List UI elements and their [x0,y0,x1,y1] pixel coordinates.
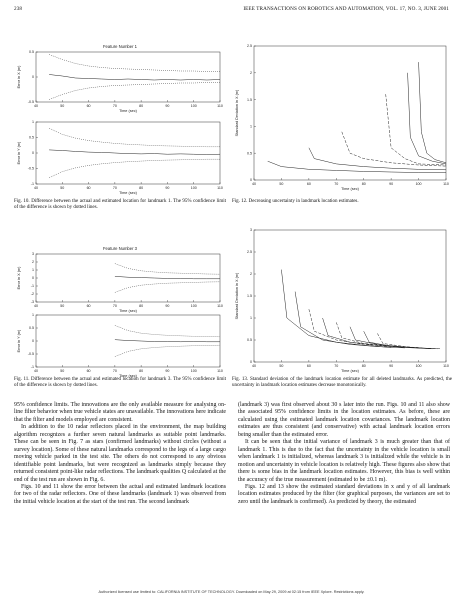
x-tick-label: 40 [252,364,256,368]
x-tick-label: 60 [86,104,91,108]
plot-frame [36,254,220,302]
series-line [408,73,446,164]
plot-frame [36,122,220,184]
y-tick-label: 0.5 [247,338,252,343]
x-tick-label: 110 [217,304,223,308]
x-tick-label: 60 [86,186,91,190]
y-tick-label: 2 [32,260,34,265]
series-line [115,325,220,336]
x-tick-label: 100 [415,182,422,186]
y-axis-label: Error in X (m) [17,65,21,89]
y-tick-label: -1 [30,284,34,289]
x-axis-label: Time (sec) [341,187,359,191]
x-tick-label: 70 [112,186,117,190]
y-tick-label: 2.5 [247,250,252,255]
x-axis-label: Time (sec) [341,369,359,373]
x-tick-label: 50 [60,186,65,190]
y-tick-label: -0.5 [27,352,34,357]
y-tick-label: 0 [250,360,252,365]
x-tick-label: 90 [389,182,394,186]
x-tick-label: 90 [165,304,170,308]
y-axis-label: Standard Deviation in X (m) [235,89,239,137]
x-tick-label: 40 [34,104,38,108]
body-column-right [238,402,450,506]
x-axis-label: Time (sec) [119,309,137,313]
y-tick-label: 0.5 [247,151,252,156]
fig11-top-title: Feature Number 3 [103,246,137,251]
fig11-caption: Fig. 11. Difference between the actual and estimated location for landmark 3. The 95% confidence limit of the difference is shown by dotted lines. [14,377,226,389]
series-line [49,159,220,178]
x-tick-label: 100 [415,364,422,368]
body-left-paragraph: Figs. 10 and 11 show the error between the actual and estimated landmark locations for two of the radar reflectors. One of these landmarks (landmark 1) was observed from the initial vehicle location at the start of the test run. The second landmark [14,483,226,505]
series-line [115,282,220,293]
x-tick-label: 70 [334,364,339,368]
body-left-paragraph: 95% confidence limits. The innovations are the only available measure for analysing on-line filter behavior when true vehicle states are unavailable. The innovations here indicate that the filter and models employed are consistent. [14,402,226,423]
x-tick-label: 80 [361,364,366,368]
fig13-plot [232,226,452,374]
series-line [115,276,220,278]
y-tick-label: 0.5 [29,50,34,55]
y-tick-label: 2.5 [247,44,252,49]
x-tick-label: 50 [60,369,65,373]
y-tick-label: 1 [32,120,34,125]
fig10-bottom-plot [14,118,226,196]
x-tick-label: 110 [443,182,449,186]
y-tick-label: -2 [30,292,34,297]
x-tick-label: 80 [139,186,144,190]
y-axis-label: Error in Y (m) [17,329,21,353]
y-tick-label: 0 [32,151,34,156]
fig10-top-plot [14,44,226,114]
y-tick-label: 2 [250,272,252,277]
x-axis-label: Time (sec) [119,109,137,113]
x-tick-label: 70 [112,369,117,373]
y-tick-label: -0.5 [27,166,34,171]
body-right-paragraph: Figs. 12 and 13 show the estimated standard deviations in x and y of all landmark location estimates produced by the filter (for graphical purposes, the variances are set to zero until the landmark is confirmed). As predicted by theory, the estimated [238,483,450,505]
x-tick-label: 80 [361,182,366,186]
y-tick-label: 2 [250,71,252,75]
x-tick-label: 80 [139,104,144,108]
plot-frame [254,46,446,180]
y-tick-label: 1 [32,313,34,318]
series-line [342,132,446,166]
y-axis-label: Error in Y (m) [17,141,21,165]
y-tick-label: 1 [250,316,252,321]
x-tick-label: 40 [34,369,38,373]
x-tick-label: 110 [443,364,449,368]
fig13-caption: Fig. 13. Standard deviation of the landmark location estimate for all deleted landmarks. As predicted, the uncertainty in landmark location estimates decrease monotonically. [232,377,452,389]
x-tick-label: 50 [60,304,65,308]
fig12-caption: Fig. 12. Decreasing uncertainty in landmark location estimates. [232,199,359,204]
x-tick-label: 90 [165,104,170,108]
x-tick-label: 100 [190,304,197,308]
x-tick-label: 90 [165,369,170,373]
x-tick-label: 110 [217,186,223,190]
y-tick-label: 1 [32,268,34,273]
x-tick-label: 40 [252,182,256,186]
x-tick-label: 80 [139,369,144,373]
body-column-left [14,402,226,506]
plot-frame [36,52,220,102]
page-number: 238 [14,6,23,12]
series-line [49,75,220,81]
x-tick-label: 90 [165,186,170,190]
series-line [115,264,220,275]
series-line [336,322,440,348]
y-tick-label: 1 [250,124,252,129]
x-tick-label: 50 [279,364,284,368]
x-tick-label: 60 [86,369,91,373]
x-tick-label: 70 [334,182,339,186]
series-line [49,55,220,72]
journal-header: IEEE TRANSACTIONS ON ROBOTICS AND AUTOMATION, VOL. 17, NO. 3, JUNE 2001 [243,6,449,12]
x-tick-label: 50 [279,182,284,186]
series-line [386,94,446,165]
x-tick-label: 110 [217,369,223,373]
y-tick-label: 0 [250,178,252,183]
x-tick-label: 100 [190,104,197,108]
fig11-bottom-plot [14,311,226,378]
y-axis-label: Standard Deviation in X (m) [235,272,239,320]
x-tick-label: 110 [217,104,223,108]
series-line [115,345,220,356]
x-tick-label: 60 [306,182,311,186]
y-tick-label: 3 [32,252,34,257]
footer-license: Authorized licensed use limited to: CALIFORNIA INSTITUTE OF TECHNOLOGY. Downloaded on May 29, 2009 at 02:15 from IEEE Xplore. Restrictions apply. [98,590,365,594]
x-axis-label: Time (sec) [119,191,137,195]
y-tick-label: 0.5 [29,326,34,331]
x-tick-label: 60 [306,364,311,368]
y-tick-label: 3 [250,228,252,233]
x-tick-label: 100 [190,186,197,190]
y-tick-label: 0 [32,339,34,344]
x-tick-label: 100 [190,369,197,373]
x-tick-label: 70 [112,104,117,108]
x-tick-label: 90 [389,364,394,368]
x-tick-label: 40 [34,304,38,308]
x-tick-label: 50 [60,104,65,108]
fig12-plot [232,42,452,192]
series-line [49,128,220,147]
body-left-paragraph: In addition to the 10 radar reflectors placed in the environment, the map building algorithm recognizes a further seven natural landmarks as suitable point landmarks. These can be seen in Fig. 7 as stars (confirmed landmarks) without circles (without a survey location). Some of these natural landmarks correspond to the legs of a large cargo moving vehicle parked in the test site. The others do not correspond to any obvious identifiable point landmarks, but were recognized as landmarks simply because they returned consistent point-like radar reflections. The landmark qualities Q calculated at the end of the test run are shown in Fig. 6. [14,424,226,483]
body-right-paragraph: (landmark 3) was first observed about 30 s later into the run. Figs. 10 and 11 also show the associated 95% confidence limits in the location estimates. As before, these are calculated using the estimated landmark location covariances. The landmark location estimates are thus consistent (and conservative) with actual landmark location errors being smaller than the estimated error. [238,402,450,438]
y-tick-label: -3 [30,300,34,305]
x-tick-label: 60 [86,304,91,308]
series-line [419,62,446,163]
fig10-caption: Fig. 10. Difference between the actual and estimated location for landmark 1. The 95% confidence limit of the difference is shown by dotted lines. [14,199,226,211]
x-tick-label: 70 [112,304,117,308]
body-right-paragraph: It can be seen that the initial variance of landmark 3 is much greater than that of landmark 1. This is due to the fact that the uncertainty in the vehicle location is small when landmark 1 is initialized, whereas landmark 3 is initialized while the vehicle is in motion and uncertainty in vehicle location is relatively high. These figures also show that there is some bias in the landmark location estimates. However, this bias is well within the accuracy of the true measurement (estimated to be ±0.1 m). [238,439,450,483]
y-tick-label: 0.5 [29,135,34,140]
y-axis-label: Error in X (m) [17,266,21,290]
series-line [49,83,220,100]
x-tick-label: 80 [139,304,144,308]
series-line [49,150,220,155]
plot-frame [36,315,220,367]
series-line [115,340,220,342]
fig10-top-title: Feature Number 1 [103,44,137,49]
y-tick-label: -1 [30,182,34,187]
series-line [268,161,446,172]
y-tick-label: 1.5 [247,294,252,299]
fig11-top-plot [14,246,226,313]
x-axis-label: Time (sec) [119,374,137,378]
y-tick-label: -0.5 [27,100,34,105]
y-tick-label: -1 [30,365,34,370]
y-tick-label: 1.5 [247,97,252,102]
y-tick-label: 0 [32,75,34,80]
y-tick-label: 0 [32,276,34,281]
x-tick-label: 40 [34,186,38,190]
